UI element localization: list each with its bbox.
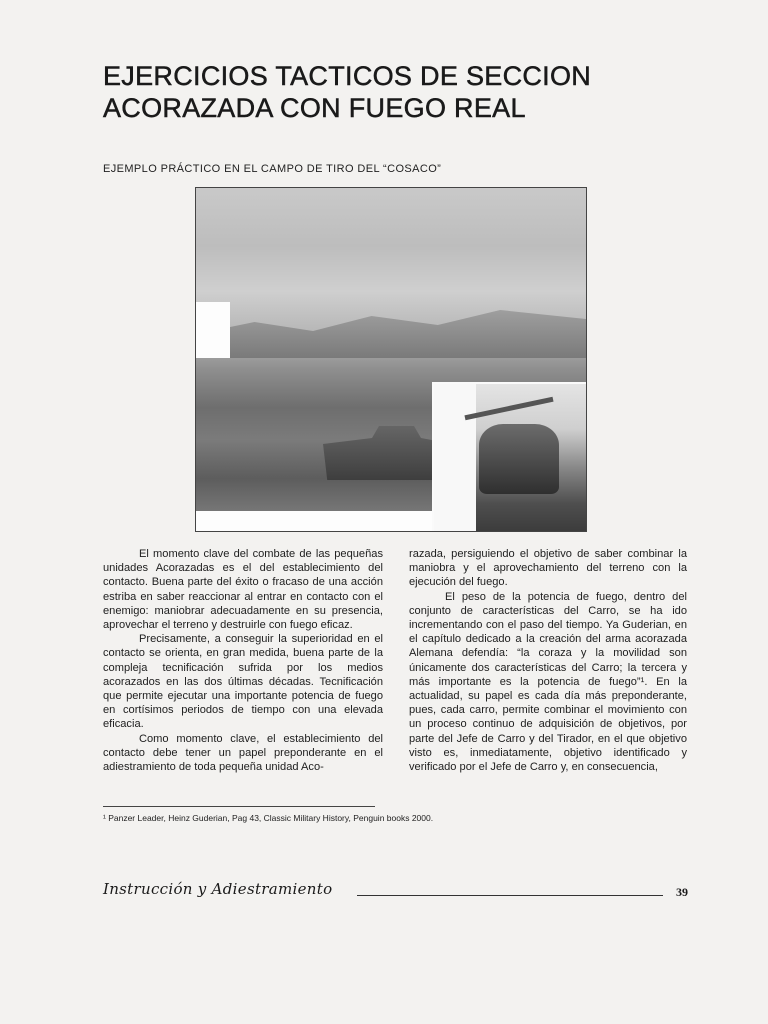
text-column-right xyxy=(409,547,687,774)
turret-shape xyxy=(479,424,559,494)
inset-blank-side xyxy=(434,384,476,532)
title-line-2: ACORAZADA CON FUEGO REAL xyxy=(103,93,526,123)
footer-divider xyxy=(357,895,663,896)
paragraph: Como momento clave, el establecimiento del contacto debe tener un papel preponderante en el adiestramiento de toda pequeña unidad Aco- xyxy=(103,732,383,774)
page-number: 39 xyxy=(676,885,688,899)
photo-collage xyxy=(195,187,587,532)
paragraph-continued: razada, persiguiendo el objetivo de saber combinar la maniobra y el aprovechamiento del terreno con la ejecución del fuego. xyxy=(409,548,687,589)
section-label: Instrucción y Adiestramiento xyxy=(103,880,333,898)
paragraph: El peso de la potencia de fuego, dentro del conjunto de características del Carro, se ha ido incrementando con el paso del tiempo. Ya Guderian, en el capítulo dedicado a la creación del arma acorazada Alemana defendía: “la coraza y la movilidad son únicamente dos características del Carro; la tercera y más importante es la potencia de fuego”¹. En la actualidad, su papel es cada día más preponderante, pues, cada carro, permite combinar el movimiento con un proceso continuo de adquisición de objetivos, por parte del Jefe de Carro y del Tirador, en el que objetivo visto es, inmediatamente, objetivo identificado y verificado por el Jefe de Carro y, en consecuencia, xyxy=(409,590,687,774)
photo-blank-area xyxy=(196,302,230,358)
article-title xyxy=(103,60,663,124)
footnote: ¹ Panzer Leader, Heinz Guderian, Pag 43, Classic Military History, Penguin books 2000. xyxy=(103,813,434,823)
inset-photo xyxy=(432,382,587,532)
gun-barrel-shape xyxy=(464,397,553,421)
article-subtitle: EJEMPLO PRÁCTICO EN EL CAMPO DE TIRO DEL “COSACO” xyxy=(103,163,442,175)
paragraph: Precisamente, a conseguir la superioridad en el contacto se orienta, en gran medida, buena parte de la compleja tecnificación sufrida por los medios acorazados en las dos últimas décadas. Tecnificación que permite ejecutar una importante potencia de fuego en cortísimos periodos de tiempo con una elevada eficacia. xyxy=(103,633,383,731)
paragraph: El momento clave del combate de las pequeñas unidades Acorazadas es el del establecimiento del contacto. Buena parte del éxito o fracaso de una acción estriba en saber reaccionar al entrar en contacto con el enemigo: maniobrar adecuadamente en su presencia, aprovechar el terreno y destruirle con fuego eficaz. xyxy=(103,548,383,632)
text-column-left xyxy=(103,547,383,774)
title-line-1: EJERCICIOS TACTICOS DE SECCION xyxy=(103,61,592,91)
hills-shape xyxy=(196,298,586,358)
footnote-divider xyxy=(103,806,375,807)
